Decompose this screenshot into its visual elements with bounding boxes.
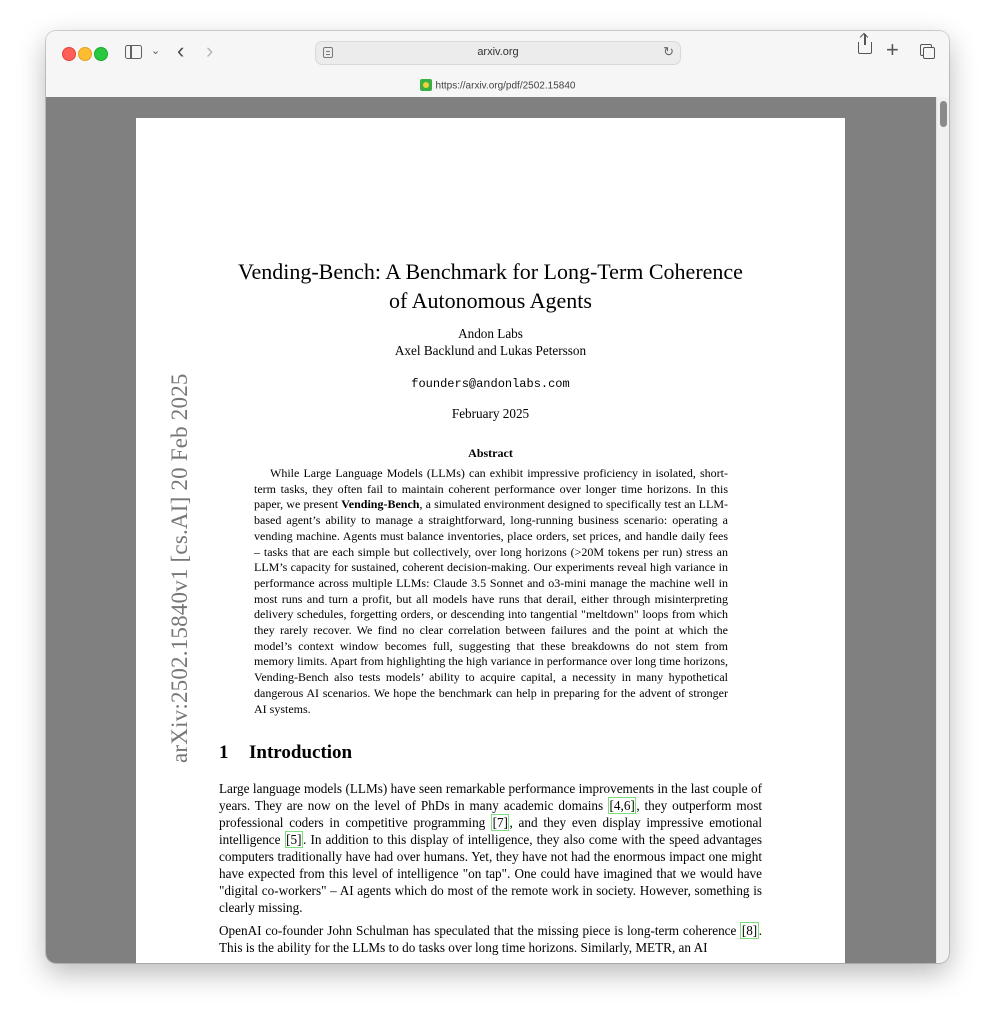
paper-title <box>196 257 785 315</box>
affiliation: Andon Labs <box>458 326 523 341</box>
abstract-part: , a simulated environment designed to specifically test an LLM-based agent’s ability to manage a straightforward, long-running business scenario: operating a vending machine. Agents must balance inventories, place orders, set prices, and handle daily fees – tasks that are each simple but collectively, over long horizons (>20M tokens per run) stress an LLM’s capacity for sustained, coherent decision-making. Our experiments reveal high variance in performance across multiple LLMs: Claude 3.5 Sonnet and o3-mini manage the machine well in most runs and turn a profit, but all models have runs that derail, either through misinterpreting delivery schedules, forgetting orders, or descending into tangential "meltdown" loops from which they rarely recover. We find no clear correlation between failures and the point at which the model’s context window becomes full, suggesting that these breakdowns do not stem from memory limits. Apart from highlighting the high variance in performance over long time horizons, Vending-Bench also tests models’ ability to acquire capital, a necessity in many hypothetical dangerous AI scenarios. We hope the benchmark can help in preparing for the advent of stronger AI systems. <box>254 497 728 716</box>
close-window-button[interactable] <box>62 47 76 61</box>
browser-window <box>46 31 949 963</box>
title-line-1: Vending-Bench: A Benchmark for Long-Term Coherence <box>238 259 743 284</box>
section-heading <box>219 742 352 764</box>
intro-paragraph-2 <box>219 922 762 956</box>
paragraph-text: . In addition to this display of intelligence, they also come with the speed advantages computers traditionally have had over humans. Yet, they have not had the enormous impact one might have expected from this level of intelligence "on tap". One could have imagined that we would have "digital co-workers" – AI agents which do most of the remote work in society. However, something is clearly missing. <box>219 832 762 915</box>
site-favicon-icon <box>420 79 432 91</box>
share-icon[interactable] <box>858 42 872 54</box>
intro-paragraph-1 <box>219 780 762 916</box>
abstract-bold: Vending-Bench <box>341 497 420 512</box>
abstract-heading: Abstract <box>468 446 513 460</box>
citation-link[interactable]: [7] <box>492 815 508 830</box>
scrollbar-thumb[interactable] <box>940 101 947 127</box>
pdf-url: https://arxiv.org/pdf/2502.15840 <box>435 80 576 92</box>
authors: Axel Backlund and Lukas Petersson <box>394 343 587 358</box>
pdf-url-bar <box>46 77 949 97</box>
paragraph-text: . This is the ability for the LLMs to do tasks over long time horizons. Similarly, METR, an AI <box>219 923 762 955</box>
zoom-window-button[interactable] <box>94 47 108 61</box>
citation-link[interactable]: [8] <box>741 923 758 938</box>
forward-icon[interactable]: › <box>206 38 214 63</box>
paragraph-text: OpenAI co-founder John Schulman has speculated that the missing piece is long-term coherence <box>219 923 741 938</box>
chevron-down-icon[interactable]: ⌄ <box>151 45 161 57</box>
email-line <box>196 375 785 391</box>
address-bar[interactable] <box>315 41 681 65</box>
section-title: Introduction <box>249 742 353 763</box>
reload-icon[interactable]: ↻ <box>663 44 674 59</box>
pdf-viewer[interactable] <box>46 97 949 963</box>
back-icon[interactable]: ‹ <box>177 38 185 63</box>
paragraph-text: , they outperform most professional coders in competitive programming <box>219 798 762 830</box>
section-number: 1 <box>219 742 229 763</box>
abstract-heading-line <box>196 445 785 461</box>
sidebar-icon[interactable] <box>125 45 142 59</box>
minimize-window-button[interactable] <box>78 47 92 61</box>
tab-overview-icon[interactable] <box>920 44 932 56</box>
abstract-part: While Large Language Models (LLMs) can exhibit impressive proficiency in isolated, short-term tasks, they often fail to maintain coherent performance over longer time horizons. In this paper, we present <box>254 466 728 512</box>
title-line-2: of Autonomous Agents <box>389 288 592 313</box>
citation-link[interactable]: [5] <box>286 832 302 847</box>
paragraph-text: , and they even display impressive emotional intelligence <box>219 815 763 847</box>
paragraph-text: Large language models (LLMs) have seen remarkable performance improvements in the last couple of years. They are now on the level of PhDs in many academic domains <box>219 781 762 813</box>
paper-date: February 2025 <box>451 406 530 421</box>
vertical-scrollbar[interactable] <box>936 97 949 963</box>
pdf-page <box>136 118 845 963</box>
new-tab-icon[interactable]: + <box>886 37 899 62</box>
citation-link[interactable]: [4,6] <box>609 798 635 813</box>
abstract-text <box>254 466 728 717</box>
address-text[interactable]: arxiv.org <box>477 46 519 58</box>
arxiv-side-label: arXiv:2502.15840v1 [cs.AI] 20 Feb 2025 <box>167 373 192 763</box>
email: founders@andonlabs.com <box>411 377 570 391</box>
browser-toolbar <box>46 31 949 98</box>
